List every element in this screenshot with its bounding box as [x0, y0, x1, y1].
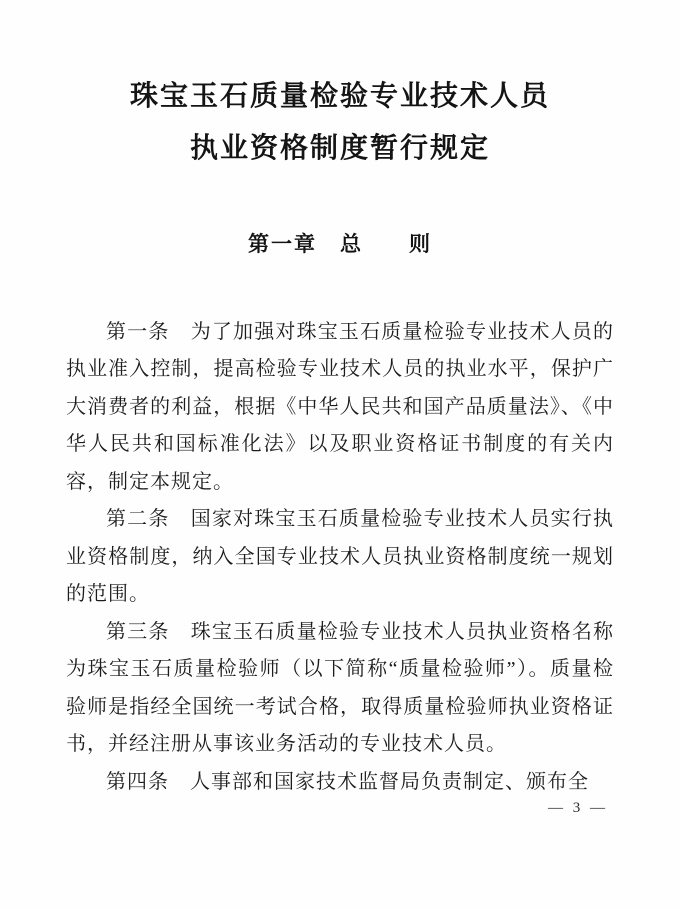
page-number: — 3 — — [548, 800, 608, 816]
document-title — [0, 70, 680, 174]
paragraph-article-2: 第二条 国家对珠宝玉石质量检验专业技术人员实行执业资格制度，纳入全国专业技术人员执业资格制度统一规划的范围。 — [66, 508, 614, 606]
paragraph-article-1: 第一条 为了加强对珠宝玉石质量检验专业技术人员的执业准入控制，提高检验专业技术人员的执业水平，保护广大消费者的利益，根据《中华人民共和国产品质量法》、《中华人民共和国标准化法》以及职业资格证书制度的有关内容，制定本规定。 — [66, 320, 614, 493]
document-title-line-2: 执业资格制度暂行规定 — [189, 130, 490, 164]
paragraph-article-4: 第四条 人事部和国家技术监督局负责制定、颁布全 — [106, 770, 589, 793]
chapter-heading: 第一章 总 则 — [248, 231, 432, 256]
document-title-line-1: 珠宝玉石质量检验专业技术人员 — [129, 79, 550, 112]
document-body — [66, 314, 614, 802]
paragraph-article-3: 第三条 珠宝玉石质量检验专业技术人员执业资格名称为珠宝玉石质量检验师（以下简称“质量检验师”）。质量检验师是指经全国统一考试合格，取得质量检验师执业资格证书，并经注册从事该业务活动的专业技术人员。 — [66, 620, 614, 756]
